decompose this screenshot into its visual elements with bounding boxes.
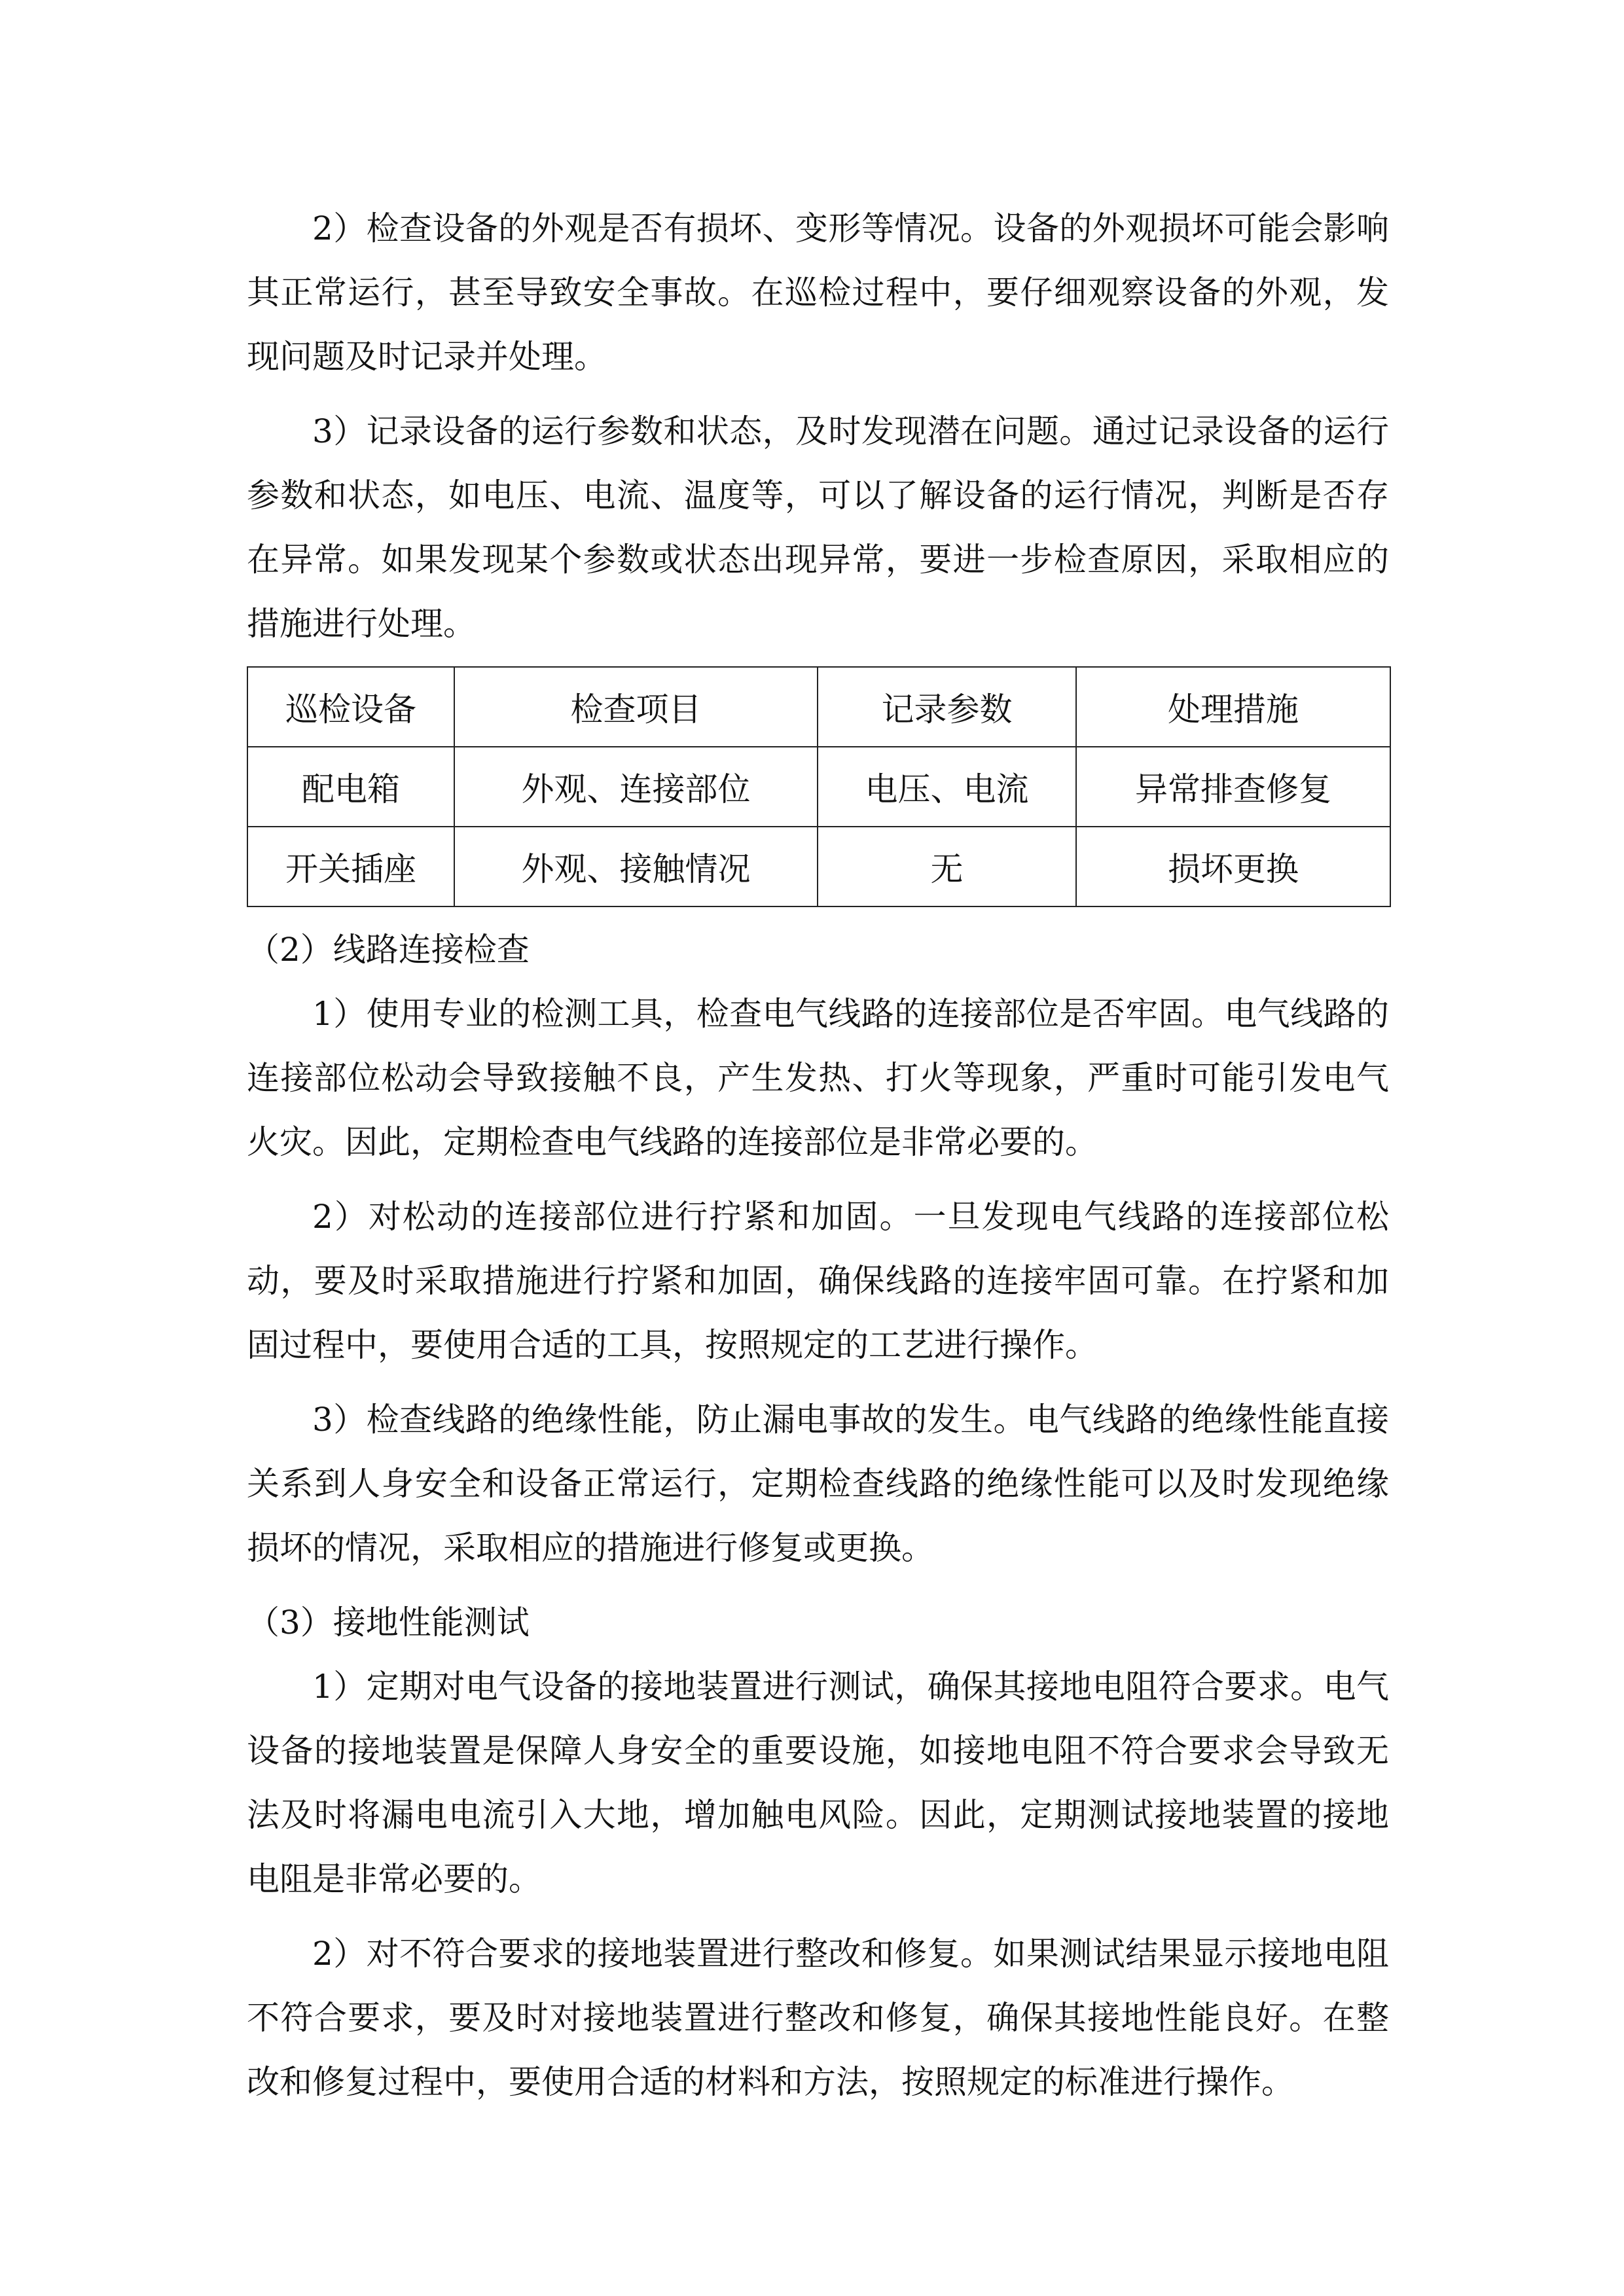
table-cell: 无 [818, 827, 1076, 906]
document-page [247, 196, 1389, 2125]
table-cell: 异常排查修复 [1076, 747, 1390, 827]
section-heading-grounding: （3）接地性能测试 [247, 1604, 530, 1641]
inspection-table [247, 666, 1391, 907]
table-header-cell: 巡检设备 [247, 667, 454, 747]
table-row [247, 747, 1390, 827]
para-grounding-repair: 2）对不符合要求的接地装置进行整改和修复。如果测试结果显示接地电阻不符合要求，要及时对接地装置进行整改和修复，确保其接地性能良好。在整改和修复过程中，要使用合适的材料和方法，按照规定的标准进行操作。 [247, 1935, 1389, 2101]
para-inspection-appearance: 2）检查设备的外观是否有损坏、变形等情况。设备的外观损坏可能会影响其正常运行，甚至导致安全事故。在巡检过程中，要仔细观察设备的外观，发现问题及时记录并处理。 [247, 209, 1389, 376]
table-cell: 电压、电流 [818, 747, 1076, 827]
para-line-tighten: 2）对松动的连接部位进行拧紧和加固。一旦发现电气线路的连接部位松动，要及时采取措施进行拧紧和加固，确保线路的连接牢固可靠。在拧紧和加固过程中，要使用合适的工具，按照规定的工艺进行操作。 [247, 1198, 1389, 1364]
para-record-parameters: 3）记录设备的运行参数和状态，及时发现潜在问题。通过记录设备的运行参数和状态，如电压、电流、温度等，可以了解设备的运行情况，判断是否存在异常。如果发现某个参数或状态出现异常，要进一步检查原因，采取相应的措施进行处理。 [247, 412, 1389, 643]
table-header-cell: 记录参数 [818, 667, 1076, 747]
table-header-cell: 处理措施 [1076, 667, 1390, 747]
table-cell: 外观、连接部位 [454, 747, 818, 827]
table-cell: 开关插座 [247, 827, 454, 906]
table-row [247, 827, 1390, 906]
bottom-text-section [247, 918, 1389, 2114]
table-cell: 损坏更换 [1076, 827, 1390, 906]
section-heading-line-connection: （2）线路连接检查 [247, 931, 530, 969]
table-cell: 外观、接触情况 [454, 827, 818, 906]
table-header-cell: 检查项目 [454, 667, 818, 747]
table-cell: 配电箱 [247, 747, 454, 827]
para-grounding-test: 1）定期对电气设备的接地装置进行测试，确保其接地电阻符合要求。电气设备的接地装置是保障人身安全的重要设施，如接地电阻不符合要求会导致无法及时将漏电电流引入大地，增加触电风险。因此，定期测试接地装置的接地电阻是非常必要的。 [247, 1668, 1389, 1898]
para-line-insulation: 3）检查线路的绝缘性能，防止漏电事故的发生。电气线路的绝缘性能直接关系到人身安全和设备正常运行，定期检查线路的绝缘性能可以及时发现绝缘损坏的情况，采取相应的措施进行修复或更换。 [247, 1401, 1389, 1567]
para-line-check-tools: 1）使用专业的检测工具，检查电气线路的连接部位是否牢固。电气线路的连接部位松动会导致接触不良，产生发热、打火等现象，严重时可能引发电气火灾。因此，定期检查电气线路的连接部位是非常必要的。 [247, 995, 1389, 1161]
top-text-section [247, 196, 1389, 656]
table-header-row [247, 667, 1390, 747]
